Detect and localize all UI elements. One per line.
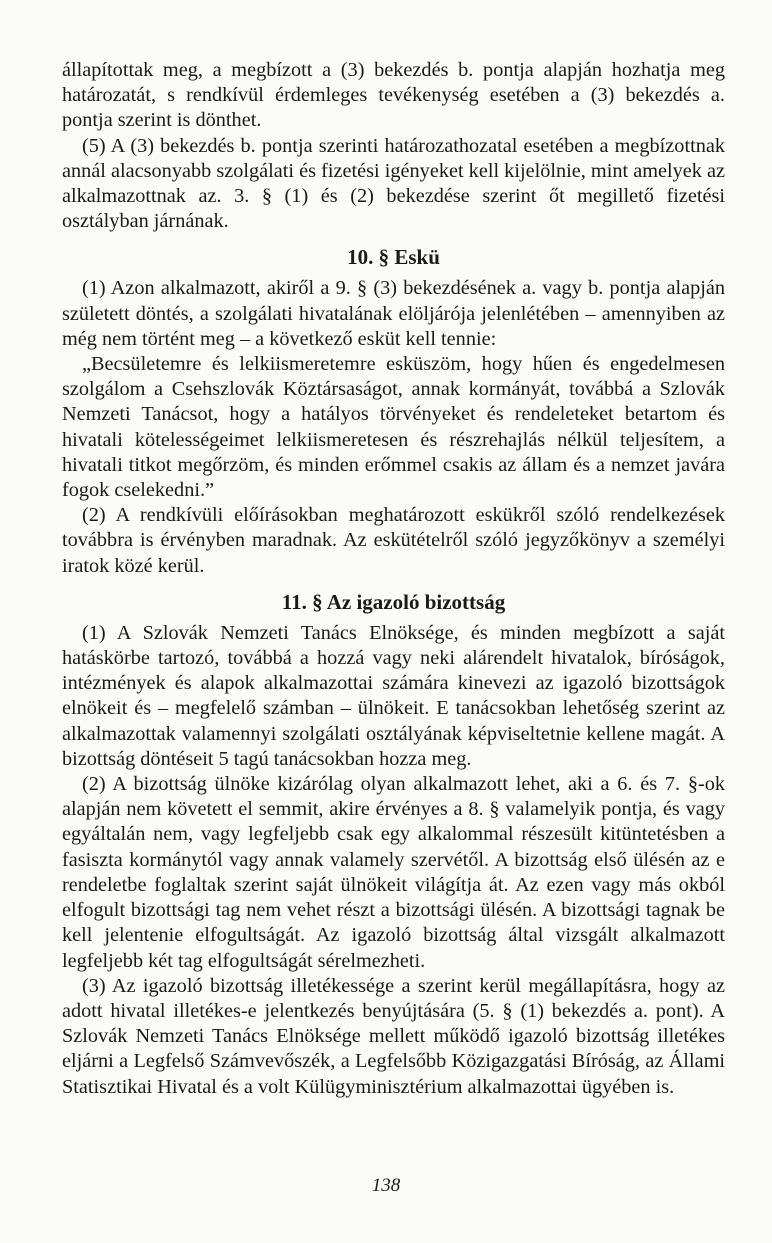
paragraph-10-2: (2) A rendkívüli előírásokban meghatározott eskükről szóló rendelkezések továbbra is érvényben maradnak. Az eskütételről szóló jegyzőkönyv a személyi iratok közé kerül. <box>62 504 725 577</box>
section-heading-11: 11. § Az igazoló bizottság <box>281 589 506 614</box>
paragraph-oath: „Becsületemre és lelkiismeretemre esküszöm, hogy hűen és engedelmesen szolgálom a Csehszlovák Köztársaságot, annak kormányát, továbbá a Szlovák Nemzeti Tanácsot, hogy a hatályos törvényeket és rendeleteket betartom és hivatali kötelességeimet lelkiismeretesen és részrehajlás nélkül teljesítem, a hivatali titkot megőrzöm, és minden erőmmel csakis az állam és a nemzet javára fogok cselekedni.” <box>62 353 725 502</box>
paragraph-continuation: állapítottak meg, a megbízott a (3) bekezdés b. pontja alapján hozhatja meg határozatát, s rendkívül érdemleges tevékenység esetében a (3) bekezdés a. pontja szerint is dönthet. <box>62 59 725 132</box>
section-heading-10: 10. § Eskü <box>347 245 440 270</box>
paragraph-11-3: (3) Az igazoló bizottság illetékessége a szerint kerül megállapításra, hogy az adott hivatal illetékes-e jelentkezés benyújtására (5. § (1) bekezdés a. pont). A Szlovák Nemzeti Tanács Elnöksége mellett működő igazoló bizottság illetékes eljárni a Legfelső Számvevőszék, a Legfelsőbb Közigazgatási Bíróság, az Állami Statisztikai Hivatal és a volt Külügyminisztérium alkalmazottai ügyében is. <box>62 974 725 1098</box>
paragraph-9-5: (5) A (3) bekezdés b. pontja szerinti határozathozatal esetében a megbízottnak annál alacsonyabb szolgálati és fizetési igényeket kell kijelölnie, mint amelyek az alkalmazottnak az. 3. § (1) és (2) bekezdése szerint őt megillető fizetési osztályban járnának. <box>62 134 725 233</box>
paragraph-11-2: (2) A bizottság ülnöke kizárólag olyan alkalmazott lehet, aki a 6. és 7. §-ok alapján nem követett el semmit, akire érvényes a 8. § valamelyik pontja, és vagy egyáltalán nem, vagy legfeljebb csak egy alkalommal részesült kitüntetésben a fasiszta kormánytól vagy annak valamely szervétől. A bizottság első ülésén az e rendeletbe foglaltak szerint saját ülnökeit világítja át. Az ezen vagy más okból elfogult bizottsági tag nem vehet részt a bizottsági ülésén. A bizottsági tagnak be kell jelentenie elfogultságát. Az igazoló bizottság által vizsgált alkalmazott legfeljebb két tag elfogultságát sérelmezheti. <box>62 773 725 972</box>
page-number: 138 <box>371 1175 401 1196</box>
paragraph-10-1: (1) Azon alkalmazott, akiről a 9. § (3) bekezdésének a. vagy b. pontja alapján született döntés, a szolgálati hivatalának elöljárója jelenlétében – amennyiben az még nem történt meg – a következő esküt kell tennie: <box>62 277 725 350</box>
paragraph-11-1: (1) A Szlovák Nemzeti Tanács Elnöksége, és minden megbízott a saját hatáskörbe tartozó, továbbá a hozzá vagy neki alárendelt hivatalok, bíróságok, intézmények és alapok alkalmazottai számára kinevezi az igazoló bizottságok elnökeit és – megfelelő számban – ülnökeit. E tanácsokban lehetőség szerint az alkalmazottak valamennyi szolgálati osztályának képviseltetnie kellene magát. A bizottság döntéseit 5 tagú tanácsokban hozza meg. <box>62 621 725 770</box>
